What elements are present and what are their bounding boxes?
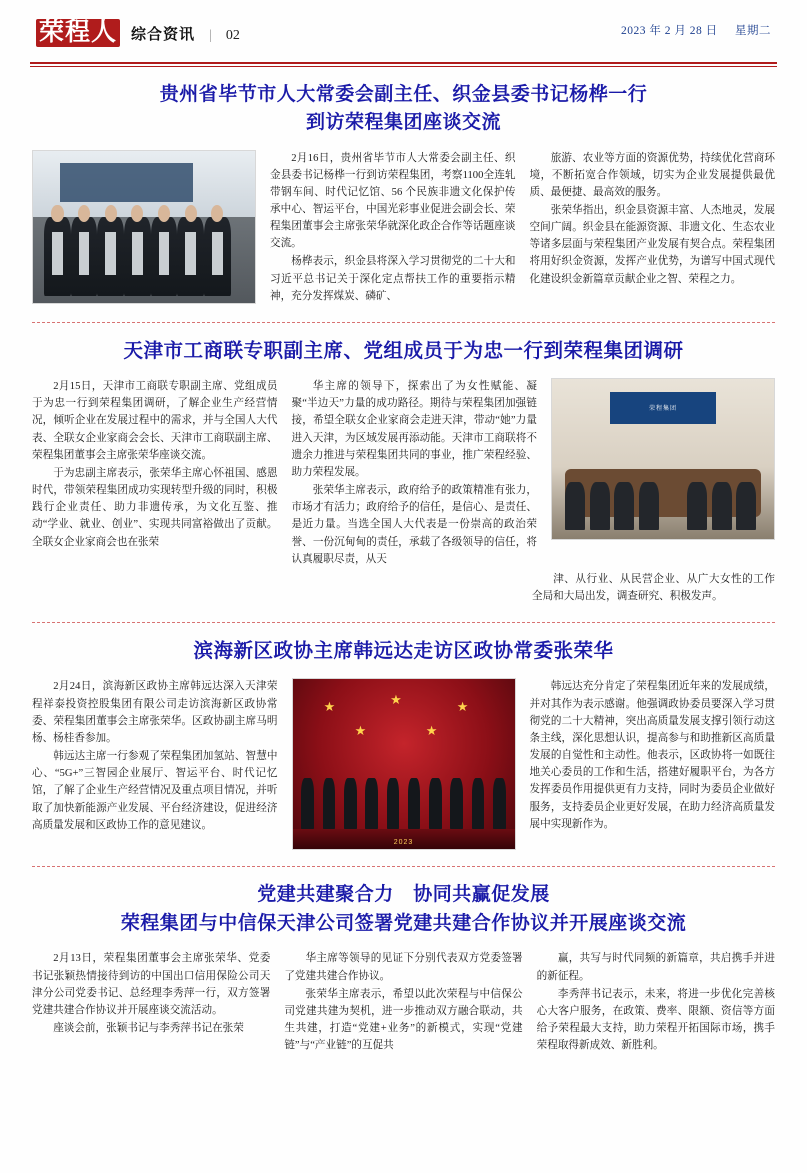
article-4-col-2 xyxy=(284,950,522,1055)
paragraph: 张荣华主席表示，政府给予的政策精准有张力，市场才有活力；政府给予的信任，是信心、是责任、是近力量。当选全国人大代表是一份崇高的政治荣誉、一份沉甸甸的责任，承载了各级领导的信任，将认真履职尽责，从天 xyxy=(291,485,537,565)
article-2-col-3 xyxy=(532,571,775,606)
article-1-col-1 xyxy=(270,150,516,306)
article-1-headline-line1: 贵州省毕节市人大常委会副主任、织金县委书记杨桦一行 xyxy=(159,83,648,105)
paragraph: 韩远达充分肯定了荣程集团近年来的发展成绩，并对其作为表示感谢。他强调政协委员要深入学习贯彻党的二十大精神，突出高质量发展支撑引领行动这条主线，深化思想认识，提高参与和助推新区高质量发展的自觉性和主动性。他表示，区政协将一如既往地关心委员的工作和生活，搭建好履职平台，为各方发挥委员作用提供更有力支持，同时为委员企业做好服务，支持委员企业更好发展，在助力经济高质量发展中实现新作为。 xyxy=(529,681,775,830)
article-2-headline xyxy=(32,337,775,366)
masthead xyxy=(0,0,807,62)
article-3-col-2 xyxy=(530,678,776,850)
article-3-headline-line1: 滨海新区政协主席韩远达走访区政协常委张荣华 xyxy=(193,641,614,663)
article-3-col-1 xyxy=(32,678,278,850)
article-1-photo-wrap xyxy=(32,150,256,306)
article-4-col-3 xyxy=(537,950,775,1055)
divider-2 xyxy=(32,622,775,623)
delegation-group-photo xyxy=(32,150,256,304)
paragraph: 津、从行业、从民营企业、从广大女性的工作全局和大局出发，调查研究、积极发声。 xyxy=(532,573,775,603)
photo-banner-text: 荣程集团 xyxy=(610,392,717,424)
article-1-col-2 xyxy=(530,150,776,306)
article-2-col-2 xyxy=(292,378,538,569)
publication-logo xyxy=(36,19,121,47)
paragraph: 于为忠副主席表示，张荣华主席心怀祖国、感恩时代，带领荣程集团成功实现转型升级的同时，积极践行企业责任、助力非遗传承，为文化互鉴、推动“学业、就业、创业”、实现共同富裕做出了贡献。全联女企业家商会也在张荣 xyxy=(32,467,278,548)
article-2-text xyxy=(32,378,537,569)
photo-screen xyxy=(60,163,193,203)
article-1 xyxy=(0,67,807,306)
photo-carpet-text: 2023 xyxy=(393,839,414,847)
article-1-text xyxy=(270,150,775,306)
article-3-headline xyxy=(32,637,775,666)
section-separator: | xyxy=(209,28,212,43)
red-hall-group-photo: ★ ★ ★ ★ ★ 2023 xyxy=(292,678,516,850)
issue-weekday: 星期二 xyxy=(735,25,771,37)
article-2-photo-wrap xyxy=(551,378,775,569)
divider-1 xyxy=(32,322,775,323)
paragraph: 2月24日，滨海新区政协主席韩远达深入天津荣程祥泰投资控股集团有限公司走访滨海新区政协常委、荣程集团董事会主席张荣华。区政协副主席马明杨、杨桂香参加。 xyxy=(32,681,278,744)
page-number: 02 xyxy=(225,28,240,43)
article-4-headline-line2: 荣程集团与中信保天津公司签署党建共建合作协议并开展座谈交流 xyxy=(120,912,687,934)
paragraph: 2月13日，荣程集团董事会主席张荣华、党委书记张颖热情接待到访的中国出口信用保险公司天津分公司党委书记、总经理李秀萍一行，双方签署党建共建合作协议并开展座谈交流活动。 xyxy=(32,953,271,1016)
issue-date: 2023 年 2 月 28 日 xyxy=(621,25,718,37)
paragraph: 杨桦表示，织金县将深入学习贯彻党的二十大和习近平总书记关于深化定点帮扶工作的重要指示精神，充分发挥煤炭、磷矿、 xyxy=(270,256,516,302)
paragraph: 旅游、农业等方面的资源优势，持续优化营商环境，不断拓宽合作领域，切实为企业发展提供最优质、最便捷、最高效的服务。 xyxy=(529,152,775,198)
masthead-date xyxy=(621,22,771,40)
paragraph: 张荣华指出，织金县资源丰富、人杰地灵，发展空间广阔。织金县在能源资源、非遗文化、生态农业等诸多层面与荣程集团产业发展有契合点。荣程集团将用好织金资源，发挥产业优势，为谱写中国式现代化建设织金新篇章贡献企业之智、荣程之力。 xyxy=(529,204,775,285)
conference-room-meeting-photo xyxy=(551,378,775,540)
section-label: 综合资讯 xyxy=(131,27,196,43)
article-2 xyxy=(0,323,807,606)
paragraph: 韩远达主席一行参观了荣程集团加氢站、智慧中心、“5G+”三智园企业展厅、智运平台、时代记忆馆，了解了企业生产经营情况及重点项目情况，并听取了加快新能源产业发展、平台经济建设，促进经济高质量发展和区政协工作的意见建议。 xyxy=(32,751,278,831)
paragraph: 张荣华主席表示，希望以此次荣程与中信保公司党建共建为契机，进一步推动双方融合联动，共生共建，打造“党建+业务”的新模式，实现“党建链”与“产业链”的互促共 xyxy=(284,988,523,1052)
paragraph: 赢，共写与时代同频的新篇章，共启携手并进的新征程。 xyxy=(536,953,775,982)
article-3-photo-wrap xyxy=(292,678,516,850)
logo-text: 荣程人 xyxy=(36,19,120,47)
article-4-headline-line1: 党建共建聚合力 协同共赢促发展 xyxy=(257,884,550,906)
paragraph: 座谈会前，张颖书记与李秀萍书记在张荣 xyxy=(53,1023,244,1035)
paragraph: 2月15日，天津市工商联专职副主席、党组成员于为忠一行到荣程集团调研，了解企业生产经营情况，倾听企业在发展过程中的需求，并与全国人大代表、全联女企业家商会会长、天津市工商联副主席、荣程集团董事会主席张荣华座谈交流。 xyxy=(32,381,278,461)
paragraph: 2月16日，贵州省毕节市人大常委会副主任、织金县委书记杨桦一行到访荣程集团，考察1100全连轧带钢车间、时代记忆馆、56 个民族非遗文化保护传承中心、智运平台，中国光彩事业促进会副会长、荣程集团董事会主席张荣华就深化政企合作等话题座谈交流。 xyxy=(270,152,516,250)
article-4-headline xyxy=(32,881,775,938)
photo-people-row xyxy=(301,778,505,829)
article-4 xyxy=(0,867,807,1055)
article-3 xyxy=(0,623,807,850)
article-4-col-1 xyxy=(32,950,270,1055)
paragraph: 华主席等领导的见证下分别代表双方党委签署了党建共建合作协议。 xyxy=(284,953,523,982)
article-2-headline-line1: 天津市工商联专职副主席、党组成员于为忠一行到荣程集团调研 xyxy=(123,340,684,362)
masthead-left xyxy=(36,17,240,45)
paragraph: 华主席的领导下，探索出了为女性赋能、凝聚“半边天”力量的成功路径。期待与荣程集团加强链接，希望全联女企业家商会走进天津，带动“她”力量进入天津，为区域发展再添动能。天津市工商联将不遗余力推进与荣程集团共同的事业，推广荣程经验、助力荣程发展。 xyxy=(291,381,537,478)
paragraph: 李秀萍书记表示，未来，将进一步优化完善核心大客户服务，在政策、费率、限额、资信等方面给予荣程最大支持，助力荣程开拓国际市场，携手荣程取得新成效、新胜利。 xyxy=(536,988,775,1052)
article-1-headline xyxy=(32,81,775,138)
article-2-col-1 xyxy=(32,378,278,569)
masthead-rule xyxy=(30,62,777,67)
article-1-headline-line2: 到访荣程集团座谈交流 xyxy=(305,112,501,133)
divider-3 xyxy=(32,866,775,867)
